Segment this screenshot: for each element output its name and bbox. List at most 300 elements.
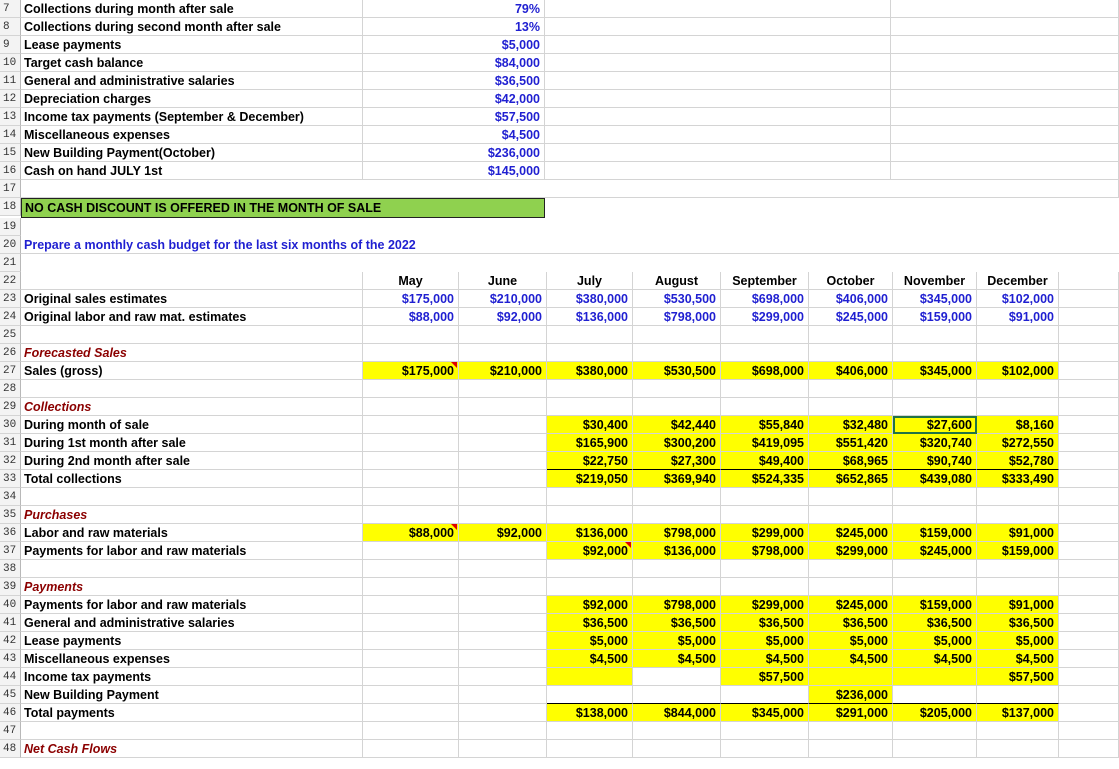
value-cell[interactable]: [633, 668, 721, 686]
row-label[interactable]: Income tax payments: [21, 668, 363, 686]
value-cell[interactable]: $36,500: [977, 614, 1059, 632]
value-cell[interactable]: [893, 344, 977, 362]
value-cell[interactable]: [809, 506, 893, 524]
value-cell[interactable]: [363, 560, 459, 578]
row-label[interactable]: Original labor and raw mat. estimates: [21, 308, 363, 326]
value-cell[interactable]: [363, 470, 459, 488]
value-cell[interactable]: $844,000: [633, 704, 721, 722]
value-cell[interactable]: $91,000: [977, 596, 1059, 614]
empty-cell[interactable]: [545, 0, 891, 18]
value-cell[interactable]: $406,000: [809, 362, 893, 380]
empty-cell[interactable]: [1059, 380, 1119, 398]
empty-cell[interactable]: [1059, 740, 1119, 758]
empty-cell[interactable]: [1059, 686, 1119, 704]
value-cell[interactable]: $5,000: [893, 632, 977, 650]
value-cell[interactable]: [809, 398, 893, 416]
value-cell[interactable]: [633, 344, 721, 362]
assumption-label[interactable]: Collections during second month after sale: [21, 18, 363, 36]
empty-cell[interactable]: [1059, 308, 1119, 326]
value-cell[interactable]: [459, 704, 547, 722]
value-cell[interactable]: [809, 578, 893, 596]
value-cell[interactable]: $210,000: [459, 290, 547, 308]
value-cell[interactable]: $49,400: [721, 452, 809, 470]
empty-cell[interactable]: [545, 18, 891, 36]
value-cell[interactable]: $798,000: [633, 308, 721, 326]
value-cell[interactable]: $245,000: [809, 596, 893, 614]
value-cell[interactable]: [721, 344, 809, 362]
assumption-value[interactable]: $57,500: [363, 108, 545, 126]
value-cell[interactable]: $92,000: [547, 542, 633, 560]
value-cell[interactable]: $299,000: [721, 308, 809, 326]
value-cell[interactable]: $88,000: [363, 524, 459, 542]
assumption-value[interactable]: 13%: [363, 18, 545, 36]
value-cell[interactable]: $102,000: [977, 362, 1059, 380]
value-cell[interactable]: [721, 722, 809, 740]
value-cell[interactable]: [547, 506, 633, 524]
value-cell[interactable]: $4,500: [809, 650, 893, 668]
assumption-value[interactable]: $145,000: [363, 162, 545, 180]
value-cell[interactable]: [633, 326, 721, 344]
empty-cell[interactable]: [1059, 560, 1119, 578]
value-cell[interactable]: [977, 380, 1059, 398]
row-label[interactable]: [21, 380, 363, 398]
value-cell[interactable]: [977, 740, 1059, 758]
value-cell[interactable]: [547, 740, 633, 758]
empty-cell[interactable]: [1059, 470, 1119, 488]
value-cell[interactable]: [721, 398, 809, 416]
value-cell[interactable]: $36,500: [633, 614, 721, 632]
empty-cell[interactable]: [1059, 722, 1119, 740]
value-cell[interactable]: $4,500: [633, 650, 721, 668]
value-cell[interactable]: $652,865: [809, 470, 893, 488]
month-header[interactable]: November: [893, 272, 977, 290]
empty-cell[interactable]: [1059, 344, 1119, 362]
value-cell[interactable]: $88,000: [363, 308, 459, 326]
value-cell[interactable]: $5,000: [809, 632, 893, 650]
empty-cell[interactable]: [545, 90, 891, 108]
empty-cell[interactable]: [891, 18, 1119, 36]
value-cell[interactable]: $4,500: [893, 650, 977, 668]
value-cell[interactable]: [893, 326, 977, 344]
row-label[interactable]: During 2nd month after sale: [21, 452, 363, 470]
empty-cell[interactable]: [545, 108, 891, 126]
value-cell[interactable]: $159,000: [893, 596, 977, 614]
value-cell[interactable]: $291,000: [809, 704, 893, 722]
value-cell[interactable]: $27,600: [893, 416, 977, 434]
value-cell[interactable]: $91,000: [977, 308, 1059, 326]
empty-cell[interactable]: [1059, 632, 1119, 650]
empty-cell[interactable]: [1059, 524, 1119, 542]
value-cell[interactable]: [547, 398, 633, 416]
value-cell[interactable]: $245,000: [809, 308, 893, 326]
value-cell[interactable]: [459, 596, 547, 614]
empty-cell[interactable]: [1059, 704, 1119, 722]
value-cell[interactable]: $698,000: [721, 362, 809, 380]
value-cell[interactable]: [977, 488, 1059, 506]
value-cell[interactable]: [459, 398, 547, 416]
value-cell[interactable]: [721, 506, 809, 524]
month-header[interactable]: December: [977, 272, 1059, 290]
value-cell[interactable]: [809, 722, 893, 740]
empty-cell[interactable]: [891, 72, 1119, 90]
row-label[interactable]: During month of sale: [21, 416, 363, 434]
value-cell[interactable]: [459, 380, 547, 398]
value-cell[interactable]: [363, 632, 459, 650]
value-cell[interactable]: $92,000: [547, 596, 633, 614]
value-cell[interactable]: $138,000: [547, 704, 633, 722]
value-cell[interactable]: [363, 344, 459, 362]
value-cell[interactable]: [363, 614, 459, 632]
value-cell[interactable]: [633, 506, 721, 524]
value-cell[interactable]: [721, 740, 809, 758]
value-cell[interactable]: $136,000: [633, 542, 721, 560]
value-cell[interactable]: [363, 488, 459, 506]
value-cell[interactable]: $272,550: [977, 434, 1059, 452]
value-cell[interactable]: $175,000: [363, 290, 459, 308]
empty-cell[interactable]: [891, 0, 1119, 18]
value-cell[interactable]: [893, 488, 977, 506]
empty-cell[interactable]: [1059, 272, 1119, 290]
value-cell[interactable]: $300,200: [633, 434, 721, 452]
row-label[interactable]: Total payments: [21, 704, 363, 722]
value-cell[interactable]: [893, 578, 977, 596]
value-cell[interactable]: [459, 578, 547, 596]
row-label[interactable]: Payments for labor and raw materials: [21, 542, 363, 560]
value-cell[interactable]: $55,840: [721, 416, 809, 434]
value-cell[interactable]: $30,400: [547, 416, 633, 434]
month-header[interactable]: July: [547, 272, 633, 290]
value-cell[interactable]: [363, 704, 459, 722]
empty-cell[interactable]: [1059, 452, 1119, 470]
empty-cell[interactable]: [891, 108, 1119, 126]
row-label[interactable]: Lease payments: [21, 632, 363, 650]
value-cell[interactable]: [363, 722, 459, 740]
empty-cell[interactable]: [891, 162, 1119, 180]
empty-cell[interactable]: [891, 36, 1119, 54]
empty-cell[interactable]: [545, 144, 891, 162]
value-cell[interactable]: [459, 614, 547, 632]
value-cell[interactable]: [893, 668, 977, 686]
value-cell[interactable]: $5,000: [721, 632, 809, 650]
row-label[interactable]: During 1st month after sale: [21, 434, 363, 452]
empty-cell[interactable]: [545, 162, 891, 180]
empty-cell[interactable]: [545, 54, 891, 72]
empty-cell[interactable]: [891, 144, 1119, 162]
empty-cell[interactable]: [1059, 542, 1119, 560]
value-cell[interactable]: $333,490: [977, 470, 1059, 488]
row-label[interactable]: Sales (gross): [21, 362, 363, 380]
value-cell[interactable]: $236,000: [809, 686, 893, 704]
assumption-value[interactable]: $5,000: [363, 36, 545, 54]
value-cell[interactable]: [459, 686, 547, 704]
value-cell[interactable]: $68,965: [809, 452, 893, 470]
value-cell[interactable]: [363, 380, 459, 398]
assumption-label[interactable]: Depreciation charges: [21, 90, 363, 108]
empty-cell[interactable]: [1059, 362, 1119, 380]
value-cell[interactable]: [363, 542, 459, 560]
value-cell[interactable]: $530,500: [633, 290, 721, 308]
value-cell[interactable]: [547, 380, 633, 398]
value-cell[interactable]: [459, 344, 547, 362]
assumption-label[interactable]: Cash on hand JULY 1st: [21, 162, 363, 180]
value-cell[interactable]: [633, 686, 721, 704]
value-cell[interactable]: [809, 326, 893, 344]
assumption-label[interactable]: Lease payments: [21, 36, 363, 54]
value-cell[interactable]: $52,780: [977, 452, 1059, 470]
empty-cell[interactable]: [545, 36, 891, 54]
value-cell[interactable]: [977, 326, 1059, 344]
value-cell[interactable]: [893, 506, 977, 524]
value-cell[interactable]: [459, 470, 547, 488]
value-cell[interactable]: [809, 344, 893, 362]
value-cell[interactable]: [633, 740, 721, 758]
row-label[interactable]: General and administrative salaries: [21, 614, 363, 632]
value-cell[interactable]: $245,000: [893, 542, 977, 560]
value-cell[interactable]: [893, 398, 977, 416]
value-cell[interactable]: $380,000: [547, 290, 633, 308]
value-cell[interactable]: $4,500: [721, 650, 809, 668]
value-cell[interactable]: [893, 740, 977, 758]
empty-cell[interactable]: [1059, 398, 1119, 416]
empty-cell[interactable]: [1059, 614, 1119, 632]
value-cell[interactable]: [363, 668, 459, 686]
empty-cell[interactable]: [891, 54, 1119, 72]
value-cell[interactable]: $36,500: [893, 614, 977, 632]
value-cell[interactable]: $4,500: [977, 650, 1059, 668]
empty-cell[interactable]: [1059, 326, 1119, 344]
no-cash-discount-note[interactable]: NO CASH DISCOUNT IS OFFERED IN THE MONTH OF SALE: [21, 198, 545, 218]
value-cell[interactable]: $91,000: [977, 524, 1059, 542]
value-cell[interactable]: [459, 542, 547, 560]
row-label[interactable]: [21, 272, 363, 290]
value-cell[interactable]: [809, 488, 893, 506]
value-cell[interactable]: [721, 578, 809, 596]
value-cell[interactable]: $102,000: [977, 290, 1059, 308]
assumption-label[interactable]: Target cash balance: [21, 54, 363, 72]
value-cell[interactable]: $165,900: [547, 434, 633, 452]
value-cell[interactable]: [633, 578, 721, 596]
value-cell[interactable]: $380,000: [547, 362, 633, 380]
assumption-value[interactable]: $36,500: [363, 72, 545, 90]
value-cell[interactable]: [459, 650, 547, 668]
value-cell[interactable]: $27,300: [633, 452, 721, 470]
row-label[interactable]: Purchases: [21, 506, 363, 524]
assumption-value[interactable]: $4,500: [363, 126, 545, 144]
value-cell[interactable]: $42,440: [633, 416, 721, 434]
value-cell[interactable]: [363, 596, 459, 614]
value-cell[interactable]: $345,000: [893, 362, 977, 380]
value-cell[interactable]: [547, 668, 633, 686]
row-label[interactable]: Forecasted Sales: [21, 344, 363, 362]
value-cell[interactable]: [633, 560, 721, 578]
value-cell[interactable]: [977, 722, 1059, 740]
value-cell[interactable]: [363, 434, 459, 452]
empty-cell[interactable]: [21, 180, 1119, 198]
value-cell[interactable]: [459, 632, 547, 650]
value-cell[interactable]: [809, 668, 893, 686]
value-cell[interactable]: [547, 326, 633, 344]
value-cell[interactable]: $5,000: [633, 632, 721, 650]
value-cell[interactable]: [363, 740, 459, 758]
value-cell[interactable]: [977, 578, 1059, 596]
value-cell[interactable]: [363, 452, 459, 470]
value-cell[interactable]: [633, 722, 721, 740]
value-cell[interactable]: [547, 560, 633, 578]
value-cell[interactable]: $210,000: [459, 362, 547, 380]
empty-cell[interactable]: [1059, 668, 1119, 686]
assumption-value[interactable]: $84,000: [363, 54, 545, 72]
value-cell[interactable]: [721, 488, 809, 506]
value-cell[interactable]: [893, 686, 977, 704]
empty-cell[interactable]: [1059, 578, 1119, 596]
value-cell[interactable]: $698,000: [721, 290, 809, 308]
value-cell[interactable]: [633, 380, 721, 398]
row-label[interactable]: [21, 488, 363, 506]
value-cell[interactable]: $159,000: [893, 308, 977, 326]
row-label[interactable]: [21, 722, 363, 740]
row-label[interactable]: [21, 560, 363, 578]
value-cell[interactable]: [547, 578, 633, 596]
month-header[interactable]: May: [363, 272, 459, 290]
value-cell[interactable]: [633, 488, 721, 506]
value-cell[interactable]: $5,000: [977, 632, 1059, 650]
value-cell[interactable]: [459, 560, 547, 578]
value-cell[interactable]: $22,750: [547, 452, 633, 470]
value-cell[interactable]: $32,480: [809, 416, 893, 434]
value-cell[interactable]: [977, 686, 1059, 704]
value-cell[interactable]: [977, 344, 1059, 362]
value-cell[interactable]: [547, 488, 633, 506]
value-cell[interactable]: [459, 416, 547, 434]
value-cell[interactable]: $136,000: [547, 308, 633, 326]
assumption-label[interactable]: Collections during month after sale: [21, 0, 363, 18]
value-cell[interactable]: [893, 380, 977, 398]
empty-cell[interactable]: [1059, 596, 1119, 614]
row-label[interactable]: [21, 326, 363, 344]
value-cell[interactable]: [721, 686, 809, 704]
value-cell[interactable]: $798,000: [721, 542, 809, 560]
month-header[interactable]: August: [633, 272, 721, 290]
value-cell[interactable]: $530,500: [633, 362, 721, 380]
assumption-label[interactable]: Miscellaneous expenses: [21, 126, 363, 144]
value-cell[interactable]: $798,000: [633, 524, 721, 542]
empty-cell[interactable]: [1059, 650, 1119, 668]
value-cell[interactable]: $36,500: [547, 614, 633, 632]
row-label[interactable]: Net Cash Flows: [21, 740, 363, 758]
value-cell[interactable]: $159,000: [893, 524, 977, 542]
value-cell[interactable]: [809, 380, 893, 398]
row-label[interactable]: Payments for labor and raw materials: [21, 596, 363, 614]
value-cell[interactable]: [459, 488, 547, 506]
value-cell[interactable]: $345,000: [721, 704, 809, 722]
value-cell[interactable]: $219,050: [547, 470, 633, 488]
value-cell[interactable]: $551,420: [809, 434, 893, 452]
value-cell[interactable]: $406,000: [809, 290, 893, 308]
value-cell[interactable]: $137,000: [977, 704, 1059, 722]
empty-cell[interactable]: [1059, 506, 1119, 524]
assumption-value[interactable]: $236,000: [363, 144, 545, 162]
value-cell[interactable]: [459, 506, 547, 524]
value-cell[interactable]: [459, 452, 547, 470]
empty-cell[interactable]: [545, 126, 891, 144]
month-header[interactable]: September: [721, 272, 809, 290]
instruction-text[interactable]: Prepare a monthly cash budget for the last six months of the 2022: [21, 236, 1119, 254]
empty-cell[interactable]: [1059, 434, 1119, 452]
value-cell[interactable]: [547, 344, 633, 362]
row-label[interactable]: Miscellaneous expenses: [21, 650, 363, 668]
value-cell[interactable]: $798,000: [633, 596, 721, 614]
value-cell[interactable]: [459, 668, 547, 686]
empty-cell[interactable]: [1059, 488, 1119, 506]
value-cell[interactable]: $5,000: [547, 632, 633, 650]
assumption-label[interactable]: New Building Payment(October): [21, 144, 363, 162]
row-label[interactable]: Total collections: [21, 470, 363, 488]
value-cell[interactable]: [977, 560, 1059, 578]
value-cell[interactable]: [459, 326, 547, 344]
value-cell[interactable]: $159,000: [977, 542, 1059, 560]
value-cell[interactable]: [363, 578, 459, 596]
value-cell[interactable]: $299,000: [721, 524, 809, 542]
month-header[interactable]: October: [809, 272, 893, 290]
value-cell[interactable]: $345,000: [893, 290, 977, 308]
value-cell[interactable]: $4,500: [547, 650, 633, 668]
row-label[interactable]: Collections: [21, 398, 363, 416]
value-cell[interactable]: [633, 398, 721, 416]
value-cell[interactable]: [809, 740, 893, 758]
value-cell[interactable]: [363, 686, 459, 704]
value-cell[interactable]: $175,000: [363, 362, 459, 380]
value-cell[interactable]: [547, 686, 633, 704]
value-cell[interactable]: $92,000: [459, 524, 547, 542]
value-cell[interactable]: $205,000: [893, 704, 977, 722]
row-label[interactable]: Payments: [21, 578, 363, 596]
value-cell[interactable]: [363, 326, 459, 344]
assumption-value[interactable]: 79%: [363, 0, 545, 18]
empty-cell[interactable]: [1059, 290, 1119, 308]
assumption-label[interactable]: Income tax payments (September & December): [21, 108, 363, 126]
empty-cell[interactable]: [891, 126, 1119, 144]
value-cell[interactable]: $36,500: [809, 614, 893, 632]
row-label[interactable]: New Building Payment: [21, 686, 363, 704]
value-cell[interactable]: [809, 560, 893, 578]
value-cell[interactable]: [977, 398, 1059, 416]
value-cell[interactable]: $419,095: [721, 434, 809, 452]
value-cell[interactable]: $57,500: [721, 668, 809, 686]
value-cell[interactable]: $92,000: [459, 308, 547, 326]
value-cell[interactable]: [893, 722, 977, 740]
value-cell[interactable]: [459, 722, 547, 740]
value-cell[interactable]: $245,000: [809, 524, 893, 542]
value-cell[interactable]: [459, 434, 547, 452]
value-cell[interactable]: [363, 416, 459, 434]
value-cell[interactable]: $524,335: [721, 470, 809, 488]
value-cell[interactable]: [459, 740, 547, 758]
value-cell[interactable]: [721, 380, 809, 398]
month-header[interactable]: June: [459, 272, 547, 290]
value-cell[interactable]: $57,500: [977, 668, 1059, 686]
value-cell[interactable]: $36,500: [721, 614, 809, 632]
value-cell[interactable]: $136,000: [547, 524, 633, 542]
value-cell[interactable]: $90,740: [893, 452, 977, 470]
value-cell[interactable]: [363, 650, 459, 668]
value-cell[interactable]: [977, 506, 1059, 524]
value-cell[interactable]: $299,000: [809, 542, 893, 560]
value-cell[interactable]: $299,000: [721, 596, 809, 614]
value-cell[interactable]: [363, 506, 459, 524]
empty-cell[interactable]: [545, 72, 891, 90]
value-cell[interactable]: [363, 398, 459, 416]
value-cell[interactable]: [721, 560, 809, 578]
